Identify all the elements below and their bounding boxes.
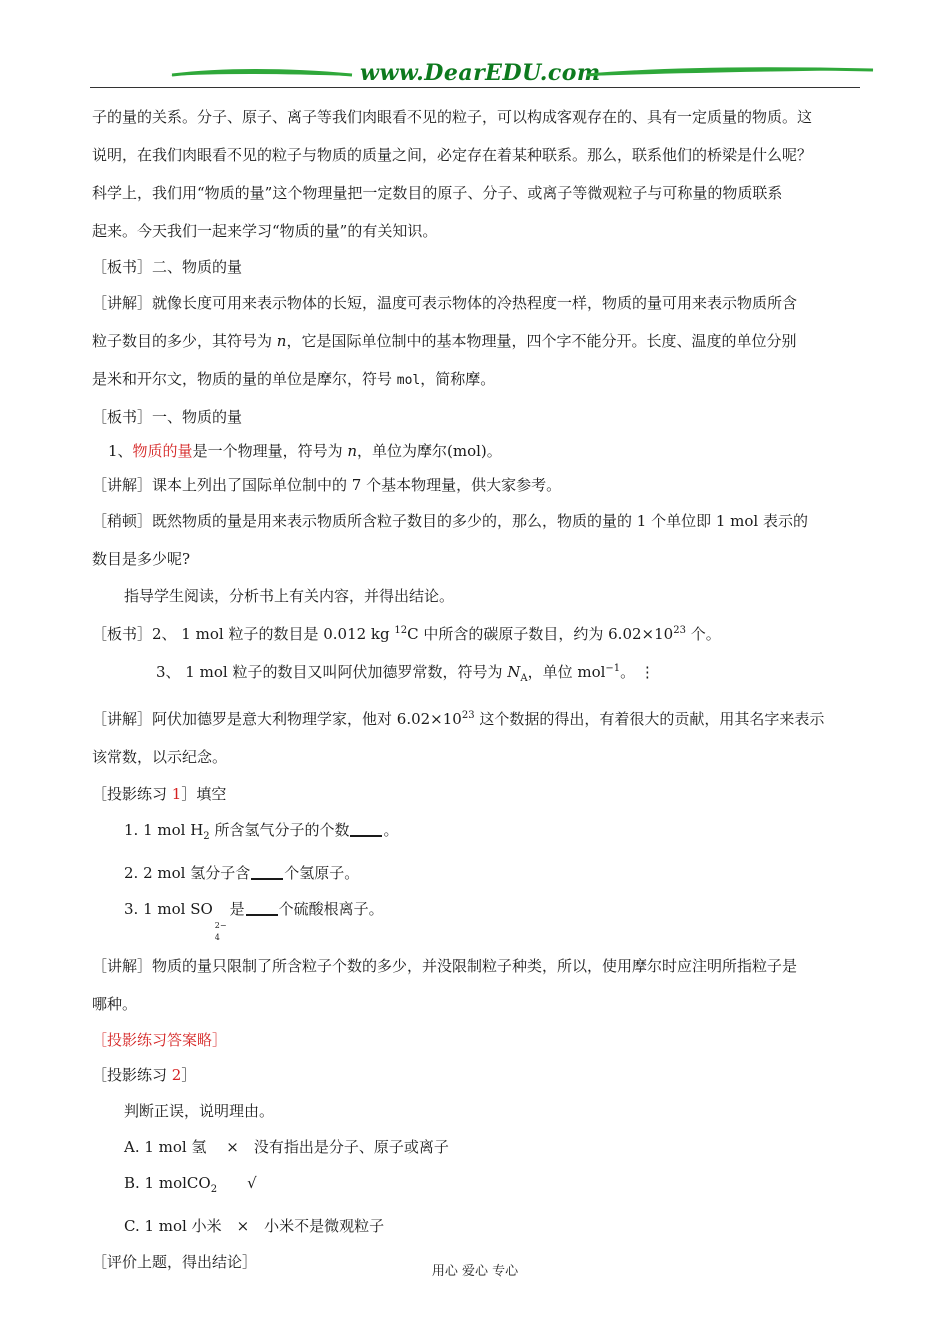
exercise-item: 2. 2 mol 氢分子含 个氢原子。 [124, 864, 360, 882]
ion-charge: 2− 4 [214, 921, 227, 942]
site-logo[interactable]: www.DearEDU.com [360, 60, 601, 86]
paragraph: ［评价上题，得出结论］ [92, 1253, 258, 1271]
paragraph: ［讲解］课本上列出了国际单位制中的 7 个基本物理量，供大家参考。 [92, 476, 562, 494]
board-heading: ［板书］一、物质的量 [92, 408, 243, 426]
board-heading: ［板书］二、物质的量 [92, 258, 243, 276]
answer-blank[interactable] [251, 864, 283, 880]
paragraph: 粒子数目的多少，其符号为 n，它是国际单位制中的基本物理量，四个字不能分开。长度、温度的单位分别 [92, 332, 797, 350]
exercise-item: 3. 1 mol SO 2− 4 是 个硫酸根离子。 [124, 900, 384, 942]
board-item: 3、 1 mol 粒子的数目又叫阿伏加德罗常数，符号为 $N_A$，单位 mol$^{-1}$。 ⋮ [156, 663, 655, 684]
judgement-item: C. 1 mol 小米 × 小米不是微观粒子 [124, 1217, 385, 1235]
board-item: ［板书］2、 1 mol 粒子的数目是 0.012 kg $^{12}$C 中所含的碳原子数目，约为 $6.02\times 10^{23}$ 个。 [92, 625, 721, 643]
judgement-item: A. 1 mol 氢 × 没有指出是分子、原子或离子 [124, 1138, 449, 1156]
paragraph: 说明，在我们肉眼看不见的粒子与物质的质量之间，必定存在着某种联系。那么，联系他们的桥梁是什么呢？ [92, 146, 813, 164]
exercise-item: 1. 1 mol $H_2$ 所含氢气分子的个数 。 [124, 821, 399, 842]
paragraph: ［讲解］物质的量只限制了所含粒子个数的多少，并没限制粒子种类，所以，使用摩尔时应注明所指粒子是 [92, 957, 798, 975]
paragraph: 起来。今天我们一起来学习“物质的量”的有关知识。 [92, 222, 438, 240]
paragraph: 是米和开尔文，物质的量的单位是摩尔，符号 mol，简称摩。 [92, 370, 496, 388]
paragraph: 指导学生阅读，分析书上有关内容，并得出结论。 [124, 587, 455, 605]
paragraph: 数目是多少呢? [92, 550, 191, 568]
paragraph: ［讲解］阿伏加德罗是意大利物理学家，他对 $6.02\times 10^{23}$ 这个数据的得出，有着很大的贡献，用其名字来表示 [92, 710, 825, 728]
paragraph: 判断正误，说明理由。 [124, 1102, 275, 1120]
definition-line: 1、物质的量是一个物理量，符号为 n，单位为摩尔(mol)。 [108, 442, 502, 460]
exercise-heading: ［投影练习 1］填空 [92, 785, 227, 803]
exercise-heading: ［投影练习 2］ [92, 1066, 197, 1084]
paragraph: ［讲解］就像长度可用来表示物体的长短，温度可表示物体的冷热程度一样，物质的量可用来表示物质所含 [92, 294, 798, 312]
judgement-item: B. 1 molCO$_2$ √ [124, 1174, 257, 1195]
paragraph: 哪种。 [92, 995, 138, 1013]
paragraph: ［稍顿］既然物质的量是用来表示物质所含粒子数目的多少的，那么，物质的量的 1 个单位即 1 mol 表示的 [92, 512, 808, 530]
answer-blank[interactable] [350, 821, 382, 837]
paragraph: 科学上，我们用“物质的量”这个物理量把一定数目的原子、分子、或离子等微观粒子与可称量的物质联系 [92, 184, 783, 202]
answer-blank[interactable] [246, 900, 278, 916]
page-footer: 用心 爱心 专心 [431, 1264, 519, 1279]
answer-note: ［投影练习答案略］ [92, 1031, 228, 1049]
document-body [92, 98, 862, 1280]
header-rule [90, 87, 860, 88]
paragraph: 子的量的关系。分子、原子、离子等我们肉眼看不见的粒子，可以构成客观存在的、具有一定质量的物质。这 [92, 108, 813, 126]
paragraph: 该常数，以示纪念。 [92, 748, 228, 766]
